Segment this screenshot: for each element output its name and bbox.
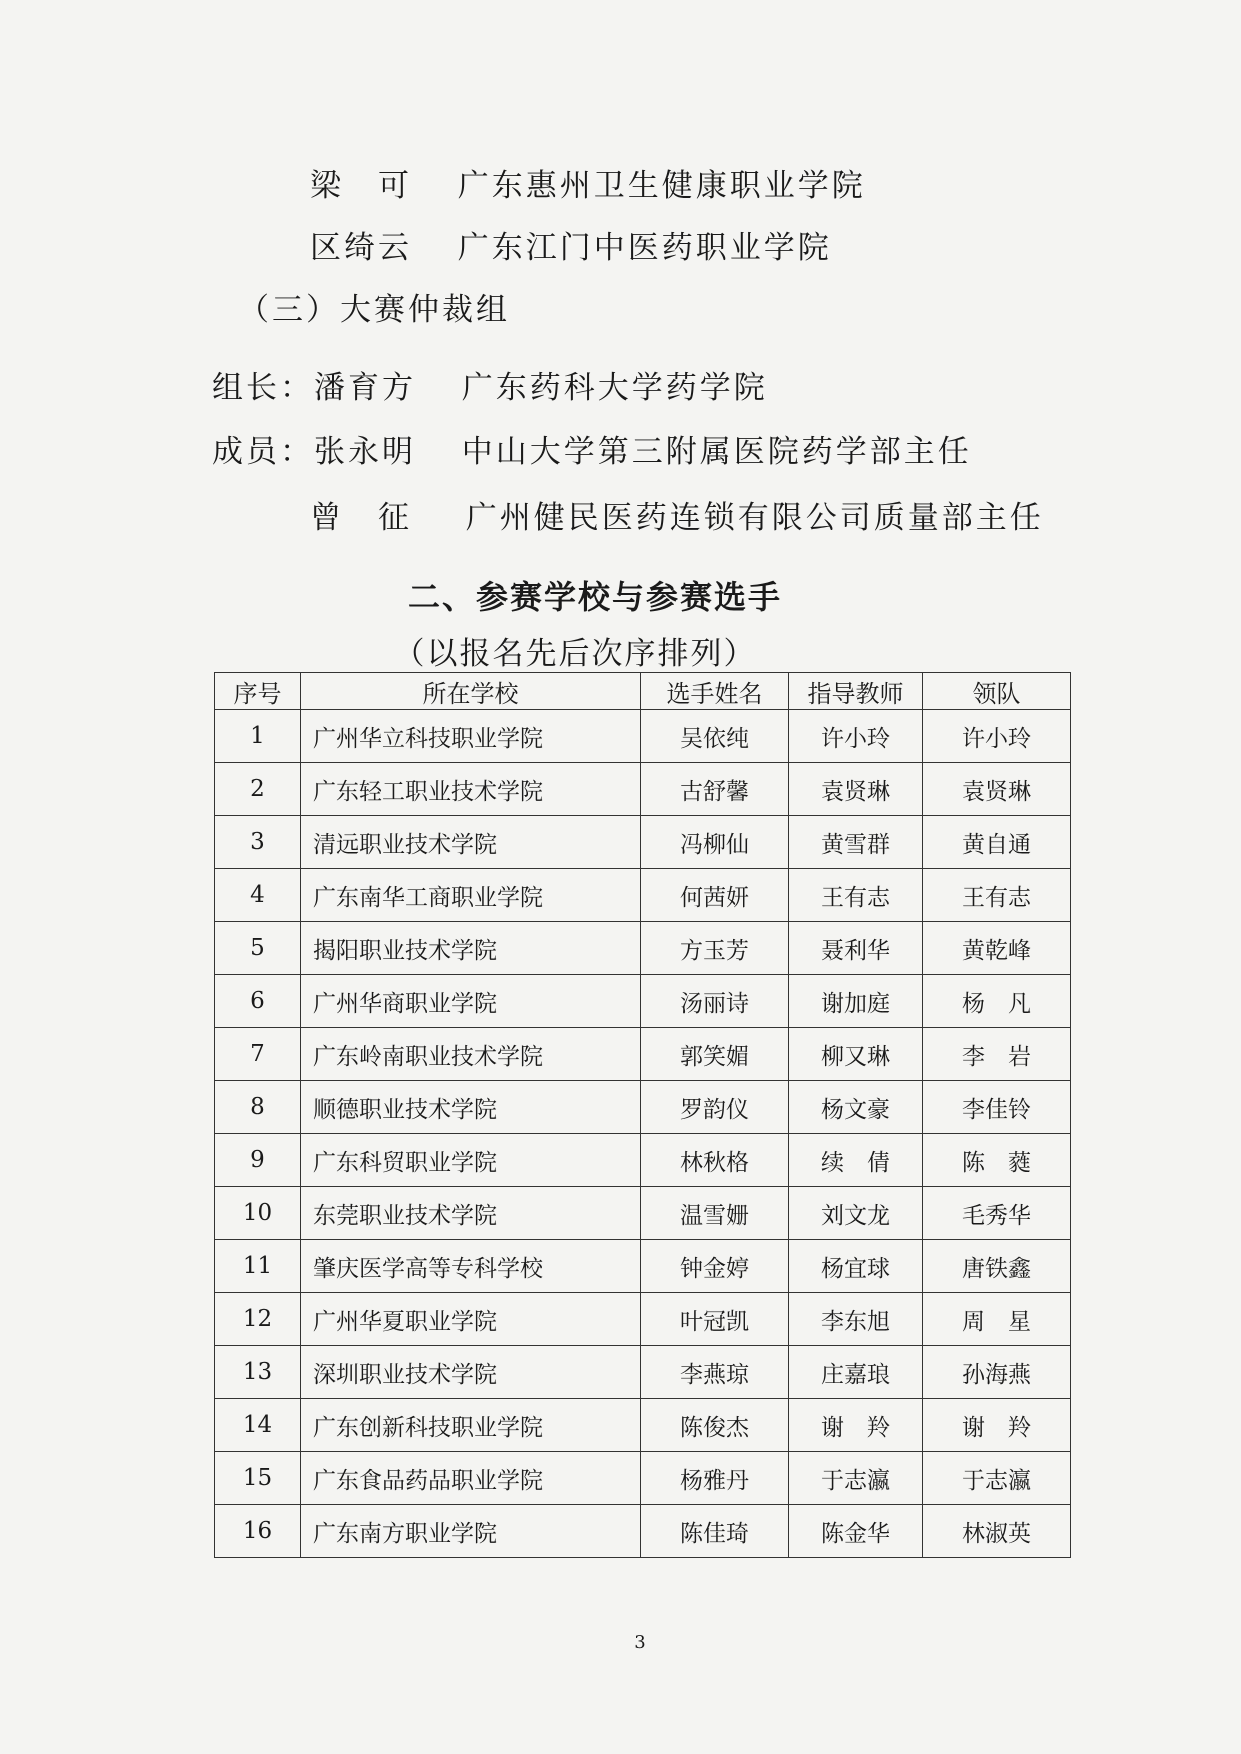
cell-index: 5 [215, 922, 301, 975]
table-row [215, 816, 1071, 869]
cell-team-leader: 林淑英 [923, 1505, 1071, 1558]
cell-instructor: 聂利华 [789, 922, 923, 975]
cell-index: 8 [215, 1081, 301, 1134]
cell-index: 4 [215, 869, 301, 922]
cell-contestant: 罗韵仪 [641, 1081, 789, 1134]
table-row [215, 1187, 1071, 1240]
cell-team-leader: 黄自通 [923, 816, 1071, 869]
cell-school: 顺德职业技术学院 [301, 1081, 641, 1134]
table-row [215, 1399, 1071, 1452]
cell-school: 广东岭南职业技术学院 [301, 1028, 641, 1081]
member-name: 曾 征 [310, 500, 412, 536]
cell-contestant: 林秋格 [641, 1134, 789, 1187]
cell-team-leader: 李佳铃 [923, 1081, 1071, 1134]
cell-index: 16 [215, 1505, 301, 1558]
cell-school: 肇庆医学高等专科学校 [301, 1240, 641, 1293]
judge-line-1 [310, 160, 866, 205]
cell-instructor: 刘文龙 [789, 1187, 923, 1240]
member-affiliation: 中山大学第三附属医院药学部主任 [461, 434, 972, 470]
table-row [215, 975, 1071, 1028]
table-row [215, 763, 1071, 816]
header-index: 序号 [215, 673, 301, 710]
cell-contestant: 吴依纯 [641, 710, 789, 763]
table-row [215, 1505, 1071, 1558]
cell-team-leader: 周 星 [923, 1293, 1071, 1346]
table-row [215, 1452, 1071, 1505]
cell-school: 广州华商职业学院 [301, 975, 641, 1028]
cell-contestant: 方玉芳 [641, 922, 789, 975]
arbitration-leader-line [212, 362, 768, 407]
leader-label: 组长： [212, 370, 314, 406]
cell-school: 广东南华工商职业学院 [301, 869, 641, 922]
cell-team-leader: 李 岩 [923, 1028, 1071, 1081]
table-header-row [215, 673, 1071, 710]
cell-index: 6 [215, 975, 301, 1028]
judge-affiliation: 广东惠州卫生健康职业学院 [457, 168, 866, 204]
arbitration-member-line-1 [212, 426, 972, 471]
cell-contestant: 温雪姗 [641, 1187, 789, 1240]
cell-school: 深圳职业技术学院 [301, 1346, 641, 1399]
cell-contestant: 何茜妍 [641, 869, 789, 922]
cell-instructor: 袁贤琳 [789, 763, 923, 816]
cell-team-leader: 许小玲 [923, 710, 1071, 763]
cell-school: 清远职业技术学院 [301, 816, 641, 869]
cell-contestant: 李燕琼 [641, 1346, 789, 1399]
judge-name: 梁 可 [310, 168, 412, 204]
header-school: 所在学校 [301, 673, 641, 710]
cell-school: 广东科贸职业学院 [301, 1134, 641, 1187]
table-row [215, 1240, 1071, 1293]
cell-team-leader: 唐铁鑫 [923, 1240, 1071, 1293]
cell-instructor: 黄雪群 [789, 816, 923, 869]
table-row [215, 1081, 1071, 1134]
cell-contestant: 古舒馨 [641, 763, 789, 816]
section-title: 二、参赛学校与参赛选手 [407, 578, 782, 616]
judge-line-2 [310, 222, 832, 267]
cell-school: 广东轻工职业技术学院 [301, 763, 641, 816]
cell-instructor: 杨文豪 [789, 1081, 923, 1134]
cell-index: 11 [215, 1240, 301, 1293]
cell-index: 13 [215, 1346, 301, 1399]
cell-instructor: 续 倩 [789, 1134, 923, 1187]
cell-instructor: 李东旭 [789, 1293, 923, 1346]
cell-school: 广州华立科技职业学院 [301, 710, 641, 763]
cell-contestant: 杨雅丹 [641, 1452, 789, 1505]
cell-index: 3 [215, 816, 301, 869]
cell-team-leader: 杨 凡 [923, 975, 1071, 1028]
cell-index: 10 [215, 1187, 301, 1240]
cell-school: 揭阳职业技术学院 [301, 922, 641, 975]
arbitration-heading: （三）大赛仲裁组 [238, 292, 510, 328]
page-number: 3 [634, 1632, 646, 1653]
table-row [215, 710, 1071, 763]
cell-index: 1 [215, 710, 301, 763]
cell-contestant: 陈佳琦 [641, 1505, 789, 1558]
cell-instructor: 陈金华 [789, 1505, 923, 1558]
table-row [215, 1028, 1071, 1081]
cell-index: 2 [215, 763, 301, 816]
cell-index: 12 [215, 1293, 301, 1346]
cell-team-leader: 谢 羚 [923, 1399, 1071, 1452]
leader-name: 潘育方 [314, 370, 416, 406]
section-subtitle: （以报名先后次序排列） [393, 636, 757, 672]
cell-contestant: 郭笑媚 [641, 1028, 789, 1081]
cell-school: 东莞职业技术学院 [301, 1187, 641, 1240]
cell-contestant: 陈俊杰 [641, 1399, 789, 1452]
cell-index: 9 [215, 1134, 301, 1187]
table-row [215, 1134, 1071, 1187]
cell-instructor: 许小玲 [789, 710, 923, 763]
header-team-leader: 领队 [923, 673, 1071, 710]
cell-team-leader: 黄乾峰 [923, 922, 1071, 975]
cell-contestant: 汤丽诗 [641, 975, 789, 1028]
cell-instructor: 柳又琳 [789, 1028, 923, 1081]
participants-table [214, 672, 1071, 1558]
cell-school: 广东食品药品职业学院 [301, 1452, 641, 1505]
cell-instructor: 谢 羚 [789, 1399, 923, 1452]
table-row [215, 922, 1071, 975]
cell-team-leader: 袁贤琳 [923, 763, 1071, 816]
members-label: 成员： [212, 434, 314, 470]
cell-contestant: 钟金婷 [641, 1240, 789, 1293]
table-row [215, 1293, 1071, 1346]
cell-instructor: 王有志 [789, 869, 923, 922]
cell-instructor: 杨宜球 [789, 1240, 923, 1293]
cell-team-leader: 于志瀛 [923, 1452, 1071, 1505]
cell-team-leader: 孙海燕 [923, 1346, 1071, 1399]
cell-index: 15 [215, 1452, 301, 1505]
header-instructor: 指导教师 [789, 673, 923, 710]
leader-affiliation: 广东药科大学药学院 [461, 370, 768, 406]
cell-team-leader: 陈 蕤 [923, 1134, 1071, 1187]
cell-school: 广东创新科技职业学院 [301, 1399, 641, 1452]
judge-affiliation: 广东江门中医药职业学院 [457, 230, 832, 266]
cell-instructor: 谢加庭 [789, 975, 923, 1028]
table-row [215, 869, 1071, 922]
cell-index: 14 [215, 1399, 301, 1452]
judge-name: 区绮云 [310, 230, 412, 266]
cell-contestant: 叶冠凯 [641, 1293, 789, 1346]
cell-index: 7 [215, 1028, 301, 1081]
cell-school: 广东南方职业学院 [301, 1505, 641, 1558]
cell-contestant: 冯柳仙 [641, 816, 789, 869]
arbitration-member-line-2 [310, 492, 1044, 537]
member-name: 张永明 [314, 434, 416, 470]
cell-team-leader: 毛秀华 [923, 1187, 1071, 1240]
header-contestant: 选手姓名 [641, 673, 789, 710]
cell-instructor: 于志瀛 [789, 1452, 923, 1505]
cell-team-leader: 王有志 [923, 869, 1071, 922]
member-affiliation: 广州健民医药连锁有限公司质量部主任 [465, 500, 1044, 536]
cell-instructor: 庄嘉琅 [789, 1346, 923, 1399]
cell-school: 广州华夏职业学院 [301, 1293, 641, 1346]
table-row [215, 1346, 1071, 1399]
